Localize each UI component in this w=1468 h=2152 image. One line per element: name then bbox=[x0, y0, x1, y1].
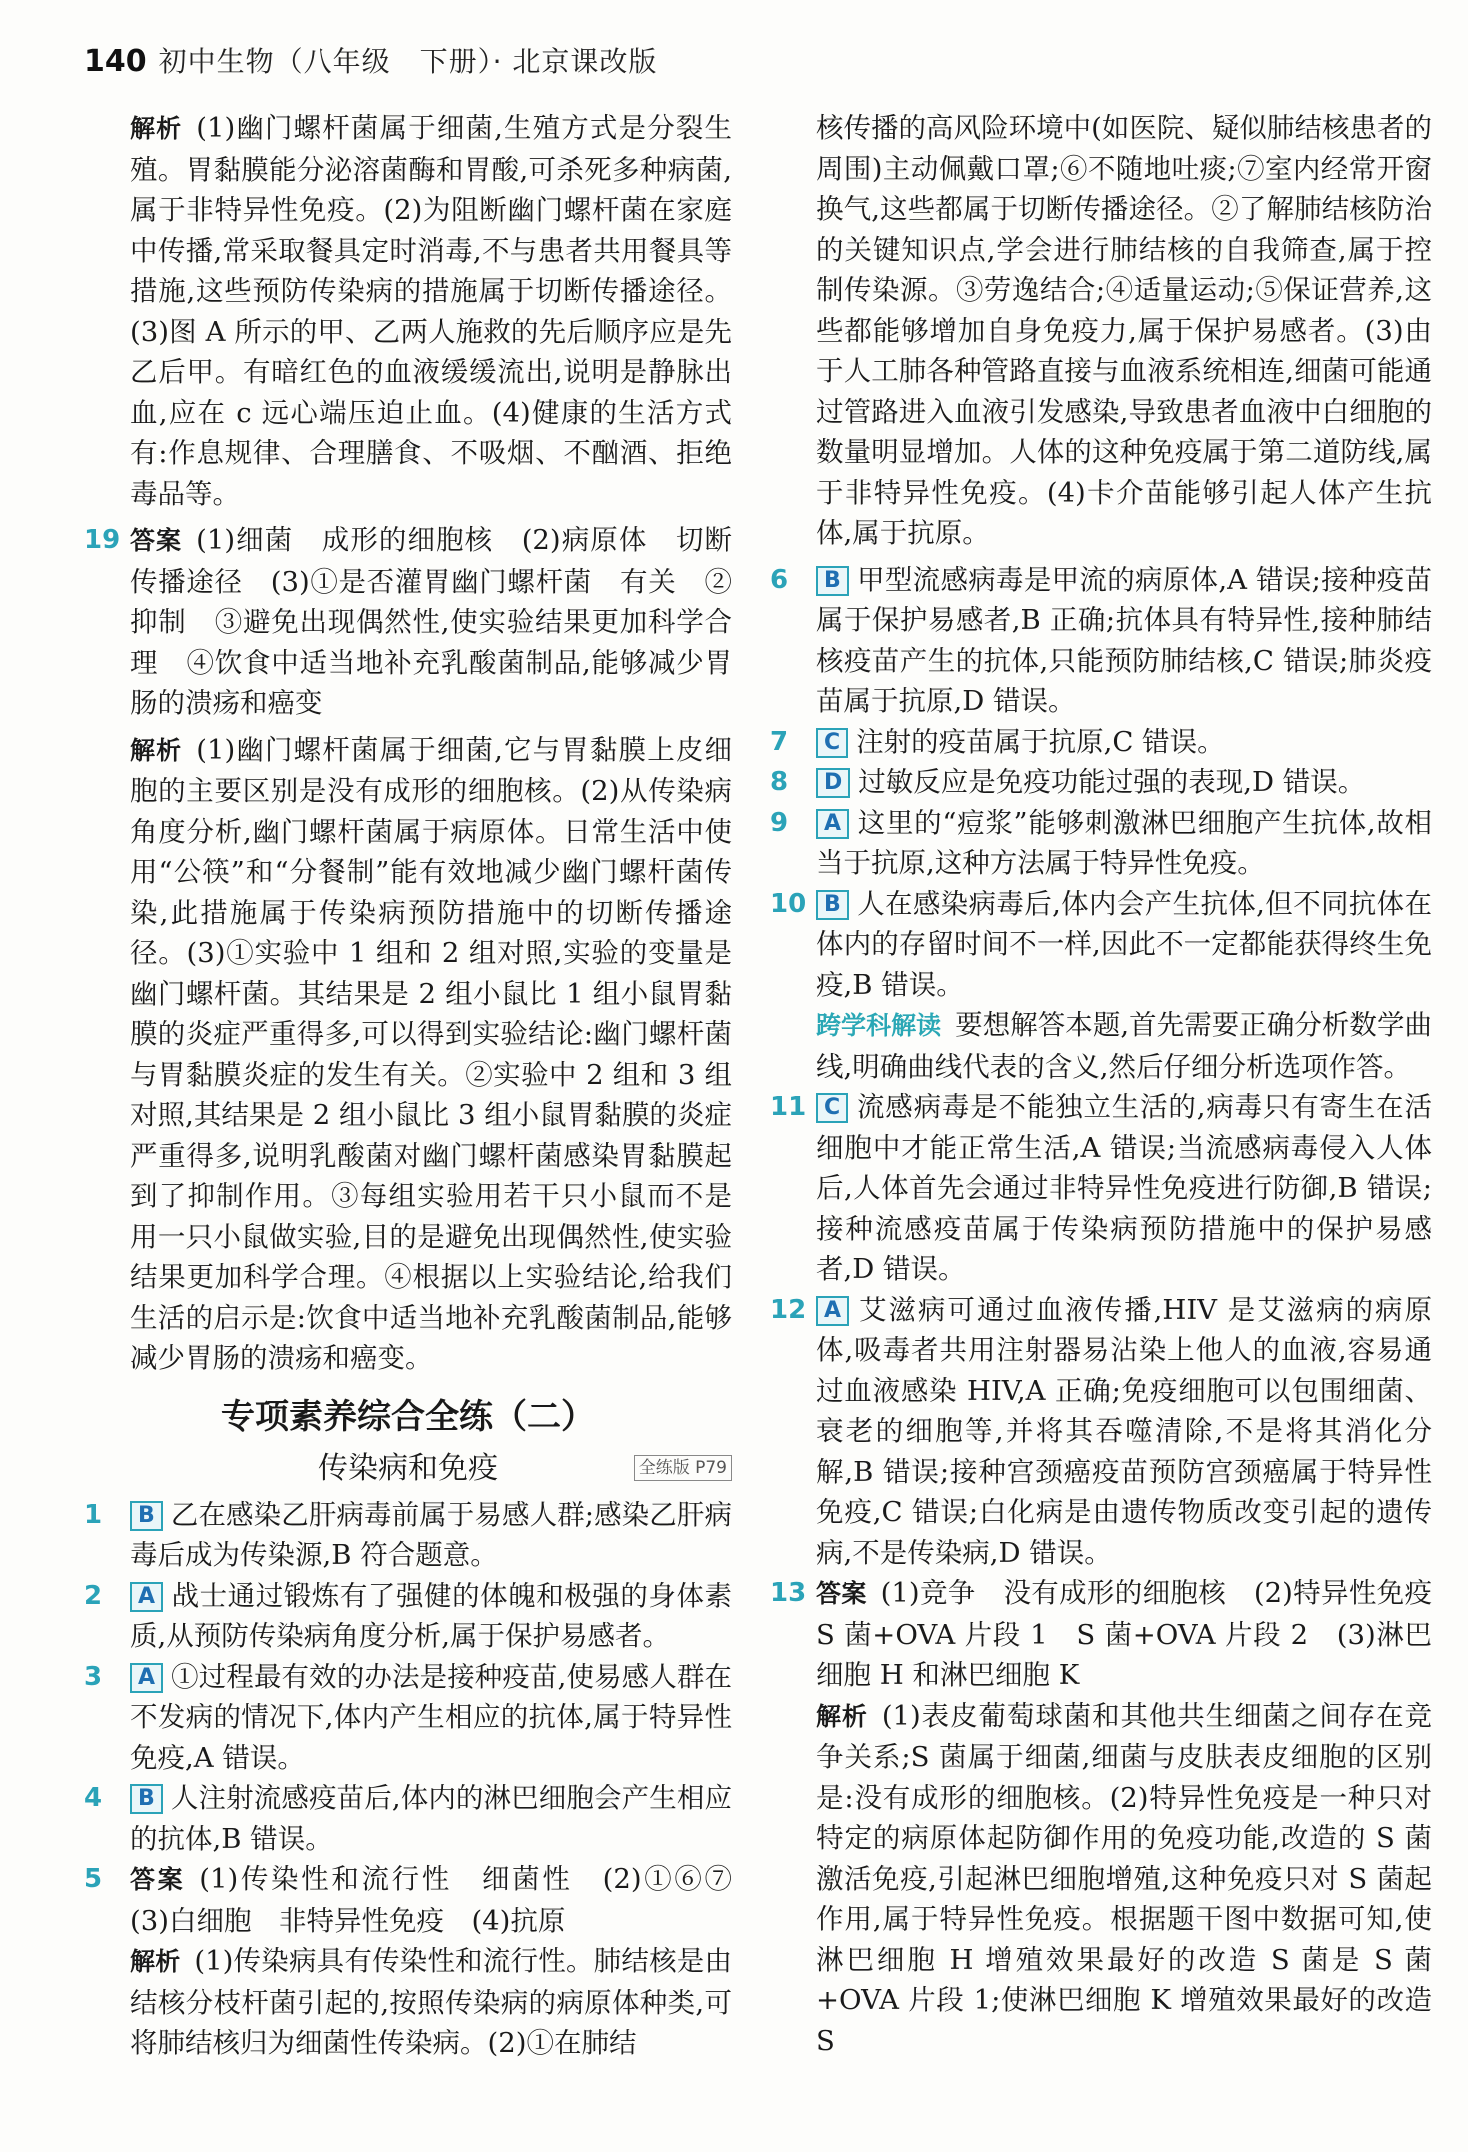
question-7: 7 C 注射的疫苗属于抗原,C 错误。 bbox=[770, 725, 1225, 758]
answer-badge: A bbox=[130, 1663, 163, 1693]
answer-label: 答案 bbox=[130, 526, 183, 555]
page-header bbox=[84, 40, 657, 84]
left-column bbox=[84, 108, 760, 2064]
question-10: 10 B 人在感染病毒后,体内会产生抗体,但不同抗体在体内的存留时间不一样,因此不一定都能获得终生免疫,B 错误。 跨学科解读 要想解答本题,首先需要正确分析数学曲线,明确曲线代表的含义,然后仔细分析选项作答。 bbox=[770, 887, 1432, 1083]
analysis-label: 解析 bbox=[130, 1947, 181, 1976]
question-4: 4 B 人注射流感疫苗后,体内的淋巴细胞会产生相应的抗体,B 错误。 bbox=[84, 1782, 732, 1855]
answer-label: 答案 bbox=[130, 1865, 186, 1894]
answer-badge: D bbox=[816, 768, 850, 798]
question-8: 8 D 过敏反应是免疫功能过强的表现,D 错误。 bbox=[770, 766, 1366, 798]
answer-badge: B bbox=[130, 1784, 163, 1814]
question-11: 11 C 流感病毒是不能独立生活的,病毒只有寄生在活细胞中才能正常生活,A 错误;当流感病毒侵入人体后,人体首先会通过非特异性免疫进行防御,B 错误;接种流感疫苗属于传染病预防措施中的保护易感者,D 错误。 bbox=[770, 1091, 1432, 1285]
answer-badge: A bbox=[816, 809, 849, 839]
page-number: 140 bbox=[84, 44, 147, 79]
question-19: 19 答案 (1)细菌 成形的细胞核 (2)病原体 切断传播途径 (3)①是否灌胃幽门螺杆菌 有关 ②抑制 ③避免出现偶然性,使实验结果更加科学合理 ④饮食中适当地补充乳酸菌制品,能够减少胃肠的溃疡和癌变 解析 (1)幽门螺杆菌属于细菌,它与胃黏膜上皮细胞的主要区别是没有成形的细胞核。(2)从传染病角度分析,幽门螺杆菌属于病原体。日常生活中使用“公筷”和“分餐制”能有效地减少幽门螺杆菌传染,此措施属于传染病预防措施中的切断传播途径。(3)①实验中 1 组和 2 组对照,实验的变量是幽门螺杆菌。其结果是 2 组小鼠比 1 组小鼠胃黏膜的炎症严重得多,可以得到实验结论:幽门螺杆菌与胃黏膜炎症的发生有关。②实验中 2 组和 3 组对照,其结果是 2 组小鼠比 3 组小鼠胃黏膜的炎症严重得多,说明乳酸菌对幽门螺杆菌感染胃黏膜起到了抑制作用。③每组实验用若干只小鼠而不是用一只小鼠做实验,目的是避免出现偶然性,使实验结果更加科学合理。④根据以上实验结论,给我们生活的启示是:饮食中适当地补充乳酸菌制品,能够减少胃肠的溃疡和癌变。 bbox=[84, 520, 732, 1379]
analysis-label: 解析 bbox=[130, 114, 183, 143]
answer-badge: C bbox=[816, 728, 848, 758]
answer-badge: A bbox=[130, 1582, 163, 1612]
section-ref-badge: 全练版 P79 bbox=[634, 1455, 732, 1481]
analysis-label: 解析 bbox=[130, 735, 183, 765]
right-column bbox=[770, 108, 1460, 2061]
answer-badge: B bbox=[130, 1501, 163, 1531]
analysis-paragraph-18: 解析 (1)幽门螺杆菌属于细菌,生殖方式是分裂生殖。胃黏膜能分泌溶菌酶和胃酸,可杀死多种病菌,属于非特异性免疫。(2)为阻断幽门螺杆菌在家庭中传播,常采取餐具定时消毒,不与患者共用餐具等措施,这些预防传染病的措施属于切断传播途径。(3)图 A 所示的甲、乙两人施救的先后顺序应是先乙后甲。有暗红色的血液缓缓流出,说明是静脉出血,应在 c 远心端压迫止血。(4)健康的生活方式有:作息规律、合理膳食、不吸烟、不酗酒、拒绝毒品等。 bbox=[130, 112, 732, 510]
question-3: 3 A ①过程最有效的办法是接种疫苗,使易感人群在不发病的情况下,体内产生相应的抗体,属于特异性免疫,A 错误。 bbox=[84, 1660, 732, 1774]
cross-discipline-label: 跨学科解读 bbox=[816, 1011, 942, 1040]
question-5: 5 答案 (1)传染性和流行性 细菌性 (2)①⑥⑦ (3)白细胞 非特异性免疫 (4)抗原 解析 (1)传染病具有传染性和流行性。肺结核是由结核分枝杆菌引起的,按照传染病的病原体种类,可将肺结核归为细菌性传染病。(2)①在肺结 bbox=[84, 1863, 760, 2059]
analysis-continued: 核传播的高风险环境中(如医院、疑似肺结核患者的周围)主动佩戴口罩;⑥不随地吐痰;⑦室内经常开窗换气,这些都属于切断传播途径。②了解肺结核防治的关键知识点,学会进行肺结核的自我筛查,属于控制传染源。③劳逸结合;④适量运动;⑤保证营养,这些都能够增加自身免疫力,属于保护易感者。(3)由于人工肺各种管路直接与血液系统相连,细菌可能通过管路进入血液引发感染,导致患者血液中白细胞的数量明显增加。人体的这种免疫属于第二道防线,属于非特异性免疫。(4)卡介苗能够引起人体产生抗体,属于抗原。 bbox=[816, 112, 1432, 549]
answer-badge: C bbox=[816, 1093, 848, 1123]
section-subtitle: 传染病和免疫 bbox=[318, 1450, 498, 1486]
question-9: 9 A 这里的“痘浆”能够刺激淋巴细胞产生抗体,故相当于抗原,这种方法属于特异性免疫。 bbox=[770, 806, 1432, 879]
question-2: 2 A 战士通过锻炼有了强健的体魄和极强的身体素质,从预防传染病角度分析,属于保护易感者。 bbox=[84, 1579, 732, 1652]
analysis-label: 解析 bbox=[816, 1701, 868, 1731]
answer-badge: B bbox=[816, 566, 849, 596]
question-13: 13 答案 (1)竞争 没有成形的细胞核 (2)特异性免疫 S 菌+OVA 片段 1 S 菌+OVA 片段 2 (3)淋巴细胞 H 和淋巴细胞 K 解析 (1)表皮葡萄球菌和其他共生细菌之间存在竞争关系;S 菌属于细菌,细菌与皮肤表皮细胞的区别是:没有成形的细胞核。(2)特异性免疫是一种只对特定的病原体起防御作用的免疫功能,改造的 S 菌激活免疫,引起淋巴细胞增殖,这种免疫只对 S 菌起作用,属于特异性免疫。根据题干图中数据可知,使淋巴细胞 H 增殖效果最好的改造 S 菌是 S 菌+OVA 片段 1;使淋巴细胞 K 增殖效果最好的改造 S bbox=[770, 1577, 1460, 2057]
question-6: 6 B 甲型流感病毒是甲流的病原体,A 错误;接种疫苗属于保护易感者,B 正确;抗体具有特异性,接种肺结核疫苗产生的抗体,只能预防肺结核,C 错误;肺炎疫苗属于抗原,D 错误。 bbox=[770, 563, 1432, 717]
section-title: 专项素养综合全练（二） bbox=[221, 1396, 595, 1437]
question-number: 19 bbox=[84, 525, 121, 555]
answer-label: 答案 bbox=[816, 1579, 867, 1608]
question-1: 1 B 乙在感染乙肝病毒前属于易感人群;感染乙肝病毒后成为传染源,B 符合题意。 bbox=[84, 1498, 732, 1571]
answer-badge: A bbox=[816, 1296, 849, 1326]
question-12: 12 A 艾滋病可通过血液传播,HIV 是艾滋病的病原体,吸毒者共用注射器易沾染上他人的血液,容易通过血液感染 HIV,A 正确;免疫细胞可以包围细菌、衰老的细胞等,并将其吞噬清除,不是将其消化分解,B 错误;接种宫颈癌疫苗预防宫颈癌属于特异性免疫,C 错误;白化病是由遗传物质改变引起的遗传病,不是传染病,D 错误。 bbox=[770, 1293, 1432, 1569]
book-title: 初中生物（八年级 下册）· 北京课改版 bbox=[158, 45, 658, 78]
answer-badge: B bbox=[816, 890, 849, 920]
